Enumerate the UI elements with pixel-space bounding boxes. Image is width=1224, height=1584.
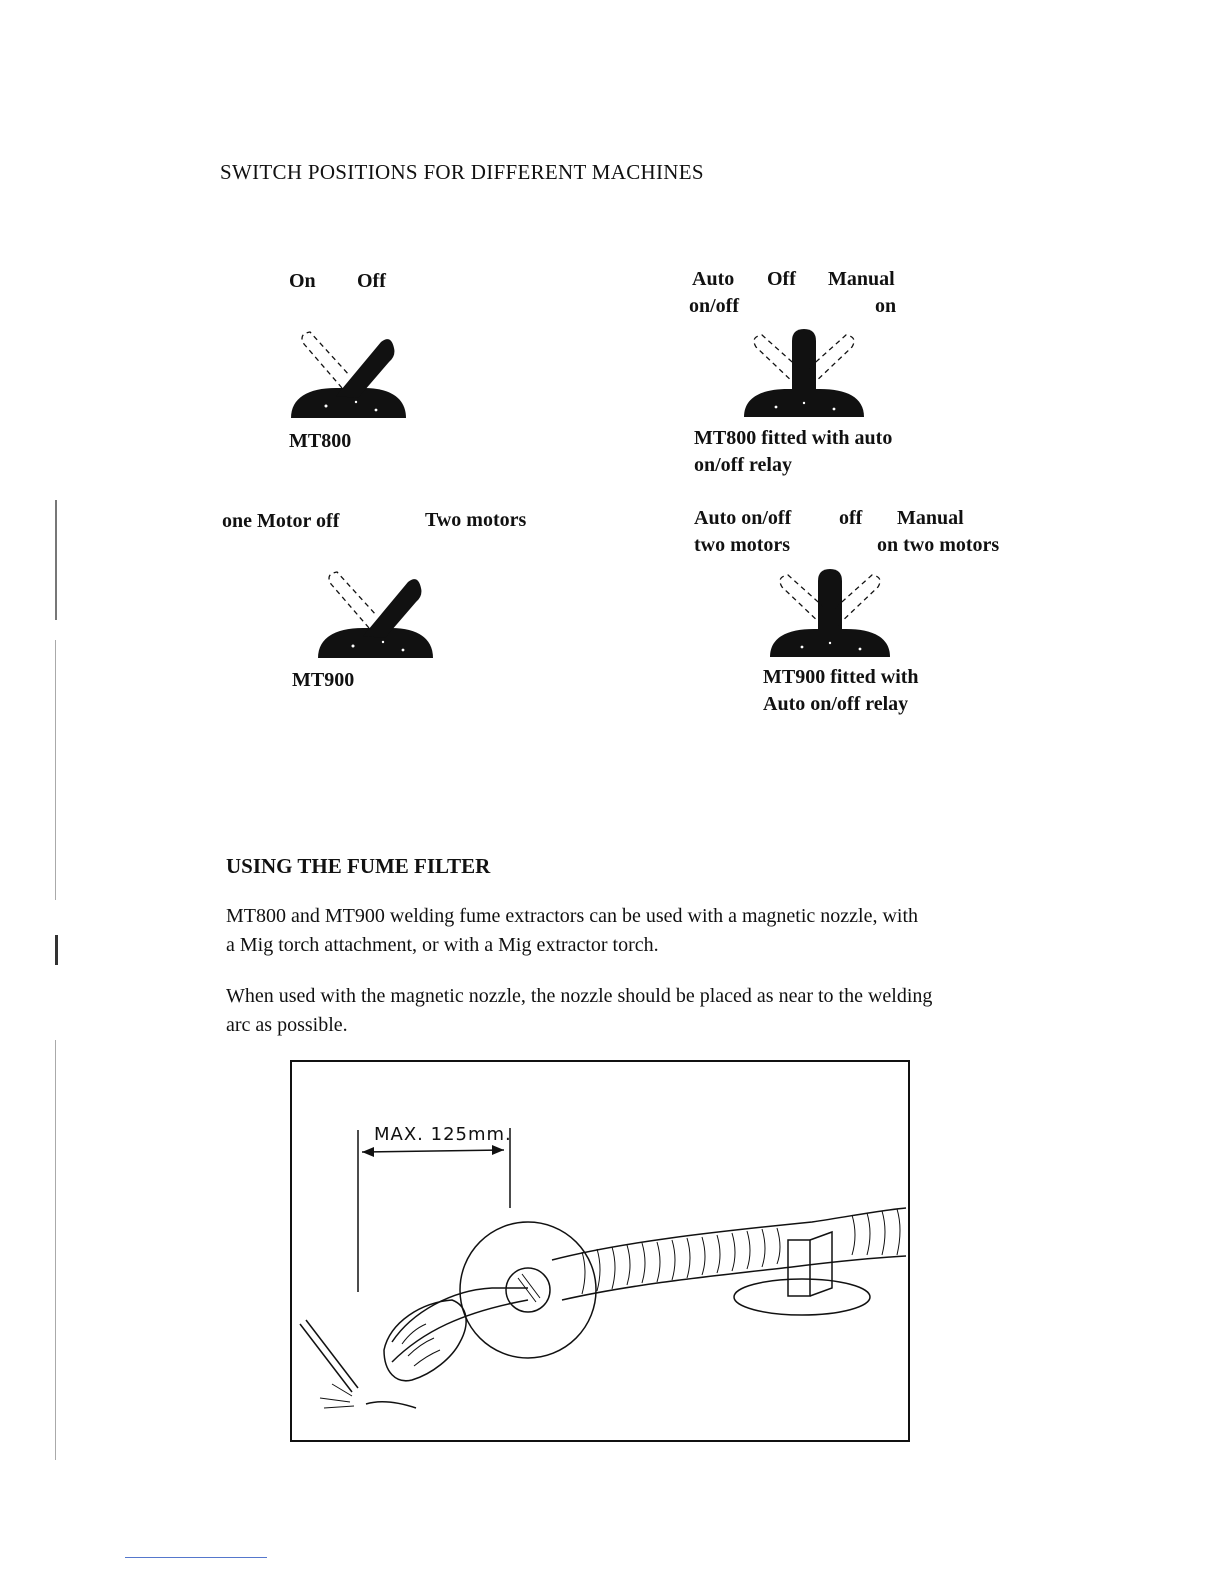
- label-off: Off: [357, 270, 386, 292]
- magnetic-nozzle-illustration: [292, 1062, 908, 1440]
- caption-mt900-auto-line1: MT900 fitted with: [763, 666, 919, 688]
- paragraph-line: MT800 and MT900 welding fume extractors can be used with a magnetic nozzle, with: [226, 905, 919, 927]
- paragraph-line: When used with the magnetic nozzle, the nozzle should be placed as near to the welding: [226, 985, 933, 1007]
- caption-mt800-auto-line1: MT800 fitted with auto: [694, 427, 893, 449]
- scan-margin-line: [55, 1040, 56, 1460]
- toggle-switch-icon: [286, 326, 411, 421]
- paragraph-intro: [226, 902, 1026, 960]
- caption-mt800-auto-line2: on/off relay: [694, 454, 792, 476]
- scan-margin-line: [55, 640, 56, 900]
- paragraph-line: a Mig torch attachment, or with a Mig extractor torch.: [226, 934, 659, 956]
- label-off: Off: [767, 268, 796, 290]
- caption-mt900-auto-line2: Auto on/off relay: [763, 693, 909, 715]
- label-manual-sub: on two motors: [877, 534, 1000, 556]
- label-auto: Auto: [692, 268, 735, 290]
- section-heading: USING THE FUME FILTER: [226, 854, 491, 878]
- footer-rule: [125, 1557, 267, 1558]
- scan-margin-line: [55, 935, 58, 965]
- dimension-label: MAX. 125mm.: [374, 1124, 512, 1145]
- three-position-switch-icon: [766, 565, 894, 660]
- paragraph-nozzle: [226, 982, 1026, 1040]
- label-one-motor-off: one Motor off: [222, 510, 340, 532]
- label-auto-on-off: Auto on/off: [694, 507, 792, 529]
- caption-mt800: MT800: [289, 430, 352, 452]
- caption-mt900: MT900: [292, 669, 355, 691]
- label-auto-sub: on/off: [689, 295, 739, 317]
- label-off: off: [839, 507, 863, 529]
- three-position-switch-icon: [740, 325, 868, 420]
- label-manual-sub: on: [875, 295, 897, 317]
- label-manual: Manual: [897, 507, 964, 529]
- label-two-motors: Two motors: [425, 509, 527, 531]
- scan-margin-line: [55, 500, 57, 620]
- label-on: On: [289, 270, 316, 292]
- page-title: SWITCH POSITIONS FOR DIFFERENT MACHINES: [220, 160, 704, 184]
- label-manual: Manual: [828, 268, 895, 290]
- toggle-switch-icon: [313, 566, 438, 661]
- label-auto-sub: two motors: [694, 534, 791, 556]
- paragraph-line: arc as possible.: [226, 1014, 348, 1036]
- figure-frame: [290, 1060, 910, 1442]
